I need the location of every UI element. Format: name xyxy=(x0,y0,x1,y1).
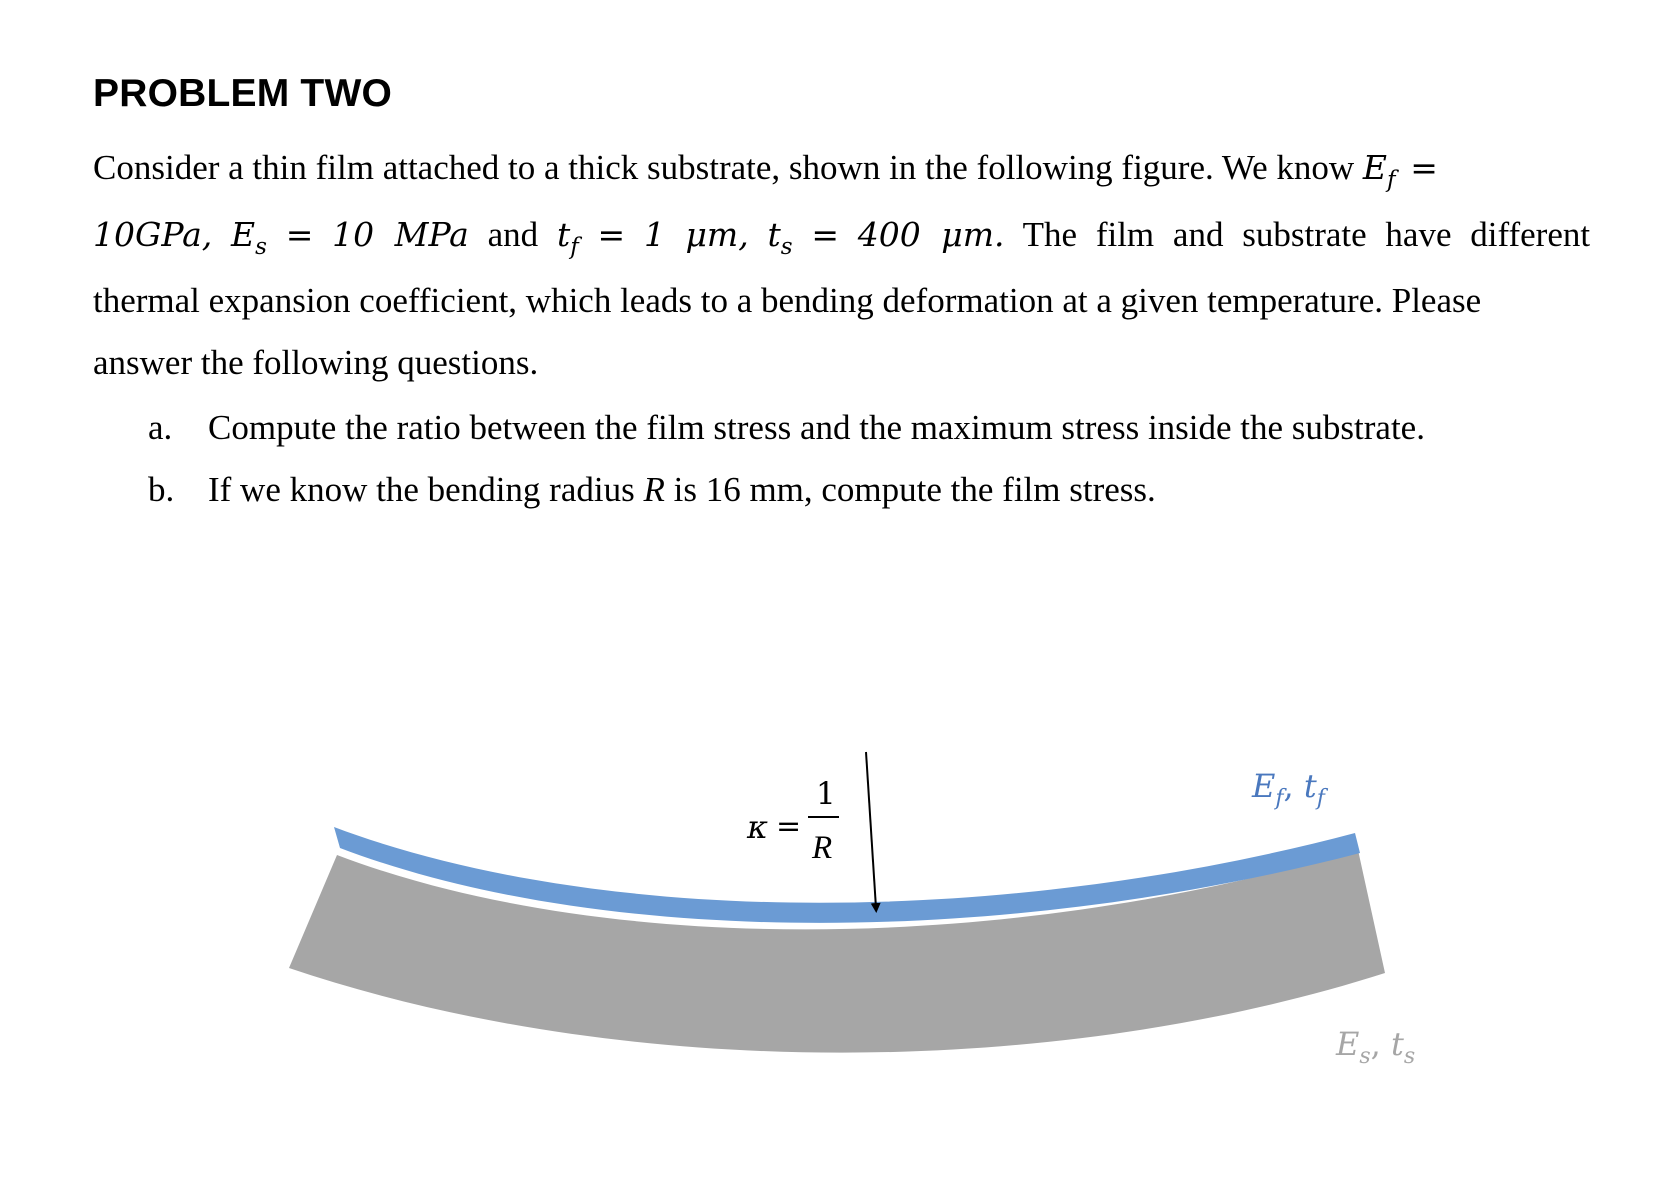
film-label: $E_f$, $t_f$ xyxy=(1252,767,1325,811)
fraction-denominator: R xyxy=(812,830,833,866)
kappa-equals: = xyxy=(776,809,802,844)
and-word: and xyxy=(487,215,539,254)
question-text: If we know the bending radius R is 16 mm, compute the film stress. xyxy=(208,470,1156,509)
Ef-symbol: $E_f$ xyxy=(1362,148,1396,193)
intro-line-3: thermal expansion coefficient, which leads to a bending deformation at a given temperature. Please xyxy=(93,281,1482,320)
equals-sign: = xyxy=(811,215,839,254)
equals-sign: = xyxy=(597,215,626,254)
problem-heading: PROBLEM TWO xyxy=(93,72,393,115)
ts-symbol: $t_s$ xyxy=(767,215,793,260)
question-text: Compute the ratio between the film stress and the maximum stress inside the substrate. xyxy=(208,408,1425,447)
intro-line-4: answer the following questions. xyxy=(93,343,539,382)
Ef-value: 10GPa, xyxy=(93,215,213,254)
substrate-label: $E_s$, $t_s$ xyxy=(1336,1025,1416,1069)
radius-arrow xyxy=(866,752,876,908)
Es-symbol: $E_s$ xyxy=(231,215,267,260)
tf-symbol: $t_f$ xyxy=(556,215,579,260)
question-marker: b. xyxy=(148,470,175,509)
equals-sign: = xyxy=(285,215,314,254)
fraction-numerator: 1 xyxy=(816,776,836,812)
radius-variable: R xyxy=(643,470,665,509)
intro-text-2: The film and substrate have different xyxy=(1022,215,1591,254)
intro-text-1: Consider a thin film attached to a thick substrate, shown in the following figure. We know xyxy=(93,148,1355,187)
kappa-symbol: κ xyxy=(747,808,768,846)
Es-value: 10 MPa xyxy=(332,215,469,254)
tf-value: 1 μm, xyxy=(643,215,749,254)
equals-sign: = xyxy=(1410,148,1438,187)
ts-value: 400 μm. xyxy=(857,215,1005,254)
question-marker: a. xyxy=(148,408,173,447)
